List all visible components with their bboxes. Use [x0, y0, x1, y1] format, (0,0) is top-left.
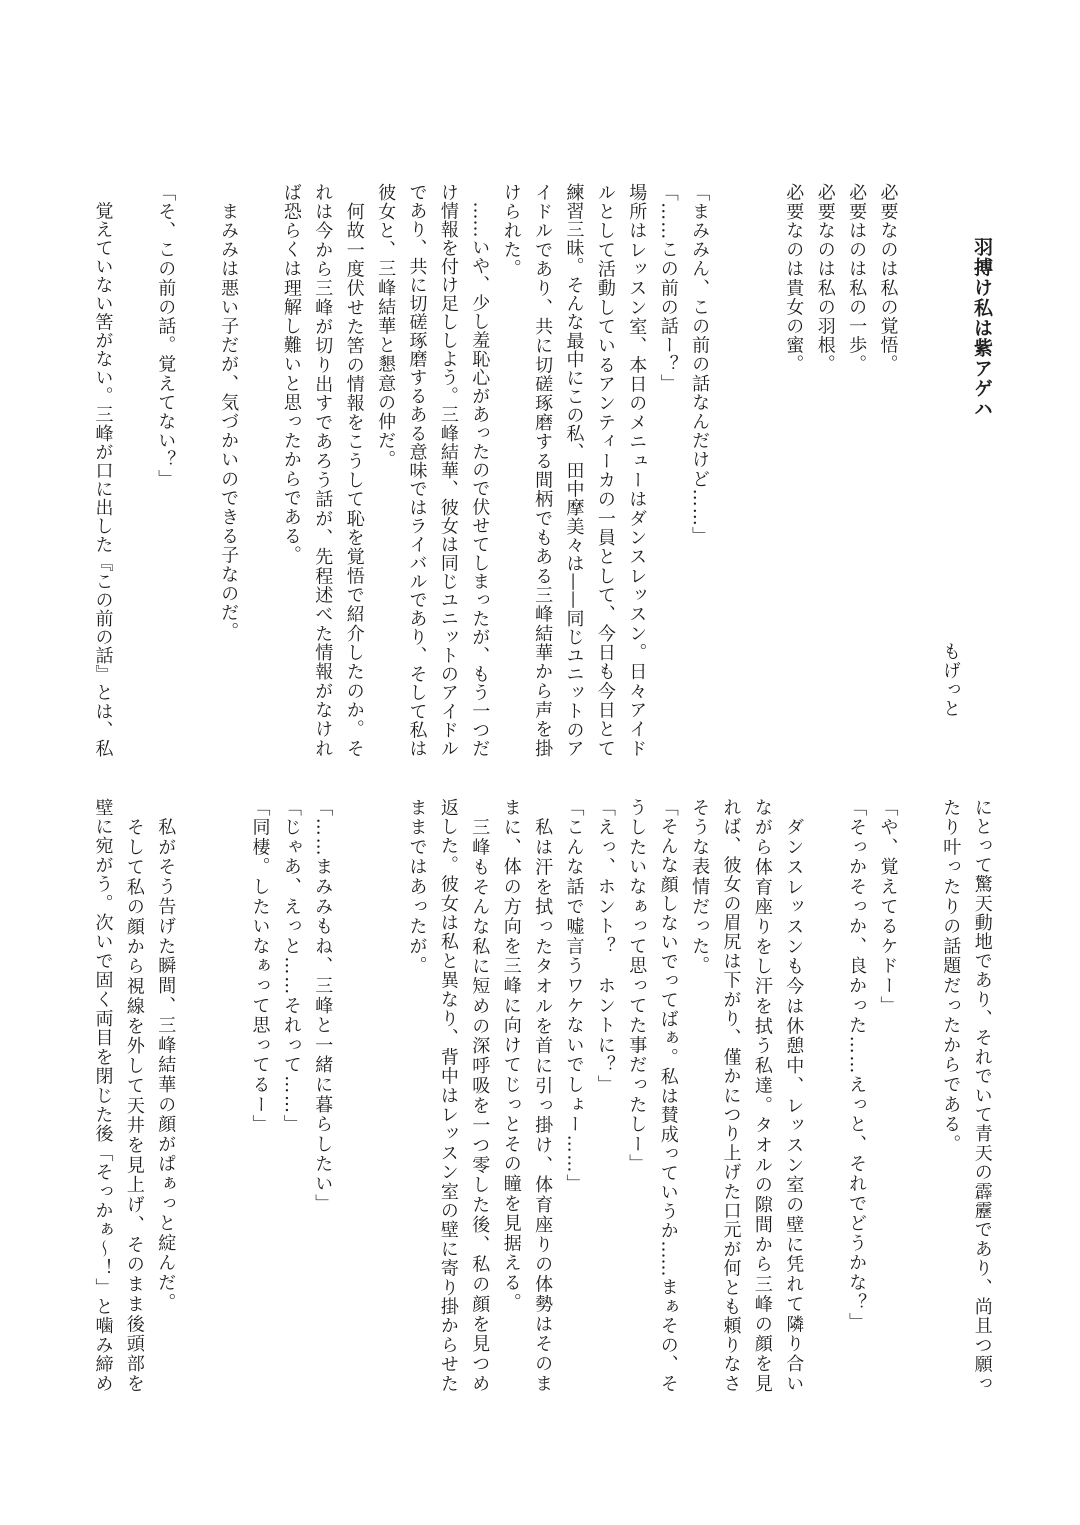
text-column: 「えっ、ホント？ ホントに？」 [594, 798, 616, 1095]
text-column: けられた。 [500, 183, 522, 279]
text-column: ルとして活動しているアンティーカの一員として、今日も今日とて [594, 183, 616, 758]
text-column: そして私の顔から視線を外して天井を見上げ、そのまま後頭部を [123, 798, 145, 1392]
blank-column [370, 798, 401, 1392]
text-column: イドルであり、共に切磋琢磨する間柄でもある三峰結華から声を掛 [532, 183, 554, 757]
text-column: うしたいなぁって思ってた事だったしー」 [626, 798, 648, 1175]
author-name: もげっと [940, 642, 961, 718]
text-column: 何故一度伏せた筈の情報をこうして恥を覚悟で紹介したのか。そ [343, 183, 365, 757]
blank-column [244, 183, 275, 757]
text-column: 場所はレッスン室、本日のメニューはダンスレッスン。日々アイド [626, 183, 648, 757]
blank-column [809, 798, 840, 1392]
blank-column [119, 183, 150, 757]
text-column: 三峰もそんな私に短めの深呼吸を一つ零した後、私の顔を見つめ [469, 798, 491, 1392]
text-column: 「……まみみもね、三峰と一緒に暮らしたい」 [312, 798, 334, 1214]
text-column: 「や、覚えてるケドー」 [877, 798, 899, 1016]
text-column: ば恐らくは理解し難いと思ったからである。 [280, 183, 302, 565]
text-column: 返した。彼女は私と異なり、背中はレッスン室の壁に寄り掛からせた [437, 798, 459, 1393]
text-column: 私がそう告げた瞬間、三峰結華の顔がぱぁっと綻んだ。 [155, 798, 177, 1313]
text-column: れば、彼女の眉尻は下がり、僅かにつり上げた口元が何とも頼りなさ [720, 798, 742, 1392]
text-column: 「まみみん、この前の話なんだけど……」 [689, 183, 711, 546]
text-column: ままではあったが。 [406, 798, 428, 977]
blank-column [904, 798, 935, 1392]
text-column: 私は汗を拭ったタオルを首に引っ掛け、体育座りの体勢はそのま [532, 798, 554, 1392]
blank-column [715, 183, 746, 757]
text-column: そうな表情だった。 [689, 798, 711, 977]
text-column: 必要はのは私の一歩。 [846, 183, 868, 374]
text-column: 「そっかそっか、良かった……えっと、それでどうかな？」 [846, 798, 868, 1333]
text-column: まみみは悪い子だが、気づかいのできる子なのだ。 [218, 183, 240, 642]
text-column: 「そんな顔しないでってばぁ。私は賛成っていうか……まぁその、そ [657, 798, 679, 1392]
text-column: 練習三昧。そんな最中にこの私、田中摩美々は——同じユニットのア [563, 183, 585, 757]
blank-column [181, 183, 212, 757]
text-column: 必要なのは私の覚悟。 [877, 183, 899, 374]
text-column: にとって驚天動地であり、それでいて青天の霹靂であり、尚且つ願っ [971, 798, 993, 1392]
text-column: 「じゃあ、えっと……それって……」 [280, 798, 302, 1135]
blank-column [747, 183, 778, 757]
story-title: 羽搏け私は紫アゲハ [971, 237, 993, 419]
text-column: 必要なのは私の羽根。 [814, 183, 836, 374]
text-column: け情報を付け足ししよう。三峰結華、彼女は同じユニットのアイドル [437, 183, 459, 757]
text-column: たり叶ったりの話題だったからである。 [940, 798, 962, 1155]
blank-column [181, 798, 212, 1392]
text-column: 必要なのは貴女の蜜。 [783, 183, 805, 374]
text-column: 「……この前の話ー？」 [657, 183, 679, 394]
text-column: れは今から三峰が切り出すであろう話が、先程述べた情報がなけれ [312, 183, 334, 757]
text-column: 「こんな話で嘘言うワケないでしょー……」 [563, 798, 585, 1194]
text-column: ながら体育座りをし汗を拭う私達。タオルの隙間から三峰の顔を見 [751, 798, 773, 1392]
text-column: ……いや、少し羞恥心があったので伏せてしまったが、もう一つだ [469, 183, 491, 757]
blank-column [338, 798, 369, 1392]
text-column: 壁に宛がう。次いで固く両目を閉じた後「そっかぁ～！」と噛み締め [92, 798, 114, 1392]
text-column: まに、体の方向を三峰に向けてじっとその瞳を見据える。 [500, 798, 522, 1313]
text-column: 彼女と、三峰結華と懇意の仲だ。 [375, 183, 397, 470]
text-column: ダンスレッスンも今は休憩中、レッスン室の壁に凭れて隣り合い [783, 798, 805, 1392]
text-column: であり、共に切磋琢磨するある意味ではライバルであり、そして私は [406, 183, 428, 757]
text-column: 「同棲。したいなぁって思ってるー」 [249, 798, 271, 1135]
text-column: 覚えていない筈がない。三峰が口に出した『この前の話』とは、私 [92, 183, 114, 757]
text-column: 「そ、この前の話。覚えてない？」 [155, 183, 177, 489]
blank-column [213, 798, 244, 1392]
